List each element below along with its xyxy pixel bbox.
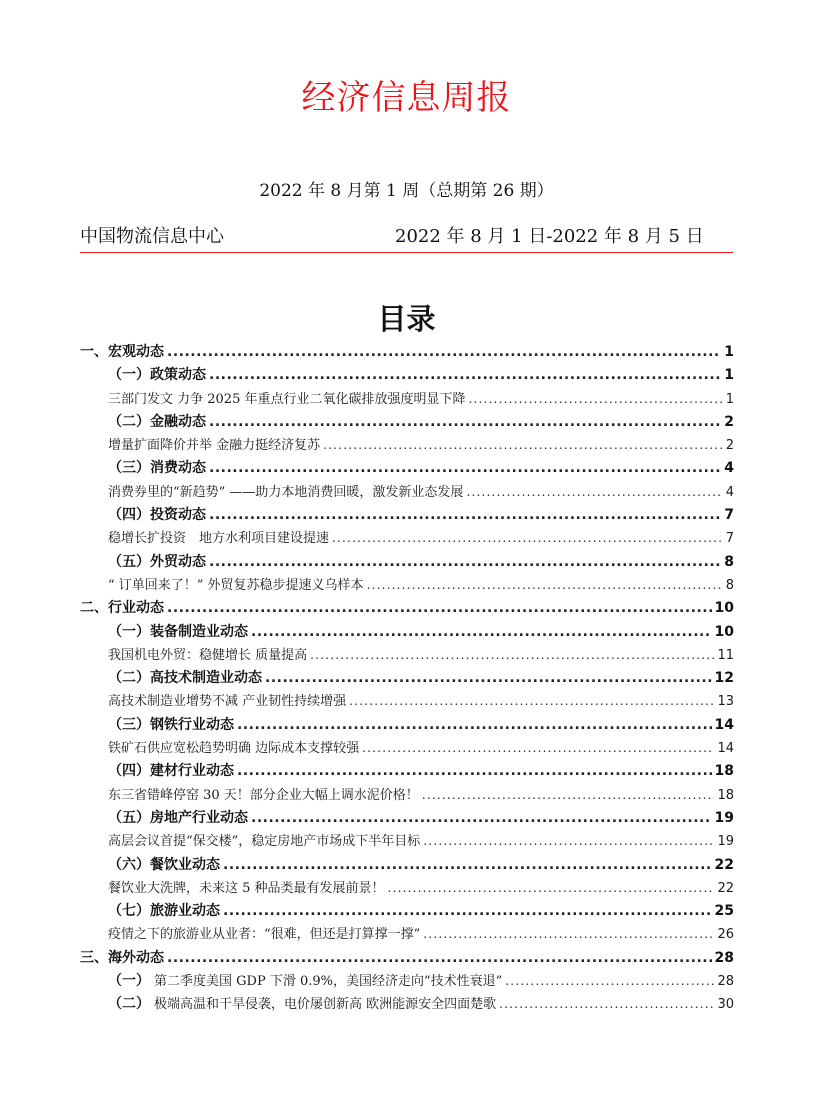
toc-page-number: 14	[717, 741, 734, 757]
toc-entry-title: （三）钢铁行业动态	[108, 716, 234, 733]
toc-entry-title: （五）外贸动态	[108, 553, 206, 570]
toc-leader-dots	[367, 574, 723, 597]
toc-subsection[interactable]	[80, 504, 734, 527]
toc-page-number: 18	[717, 787, 734, 803]
toc-page-number: 10	[714, 600, 734, 617]
toc-leader-dots	[167, 341, 721, 364]
toc-entry-title: 餐饮业大洗牌，未来这 5 种品类最有发展前景！	[108, 880, 385, 896]
toc-entry-title: “ 订单回来了！” 外贸复苏稳步提速义乌样本	[108, 577, 364, 593]
publisher-name: 中国物流信息中心	[80, 226, 224, 247]
toc-article[interactable]	[80, 527, 734, 550]
toc-article[interactable]	[80, 993, 734, 1016]
toc-entry-title: （三）消费动态	[108, 460, 206, 477]
toc-page-number: 7	[724, 507, 734, 524]
toc-leader-dots	[167, 597, 712, 620]
toc-entry-title: 高技术制造业增势不减 产业韧性持续增强	[108, 694, 347, 710]
toc-entry-number: （一）	[108, 973, 150, 990]
toc-page-number: 7	[725, 531, 734, 547]
toc-leader-dots	[362, 737, 714, 760]
toc-page-number: 13	[717, 694, 734, 710]
toc-subsection[interactable]	[80, 457, 734, 480]
header-divider	[80, 252, 733, 253]
toc-page-number: 22	[717, 880, 734, 896]
toc-leader-dots	[209, 457, 721, 480]
toc-leader-dots	[251, 621, 712, 644]
toc-leader-dots	[223, 900, 712, 923]
toc-entry-title: （四）建材行业动态	[108, 763, 234, 780]
toc-entry-title: （七）旅游业动态	[108, 903, 220, 920]
toc-page-number: 1	[725, 391, 734, 407]
toc-entry-title: 东三省错峰停窑 30 天！部分企业大幅上调水泥价格！	[108, 787, 419, 803]
toc-page-number: 4	[724, 460, 734, 477]
toc-leader-dots	[422, 784, 715, 807]
toc-entry-number: （二）	[108, 996, 150, 1013]
toc-article[interactable]	[80, 923, 734, 946]
toc-leader-dots	[265, 667, 712, 690]
toc-page-number: 1	[724, 344, 734, 360]
toc-leader-dots	[505, 970, 714, 993]
toc-page-number: 4	[725, 484, 734, 500]
toc-page-number: 30	[717, 997, 734, 1013]
toc-entry-title: （一）装备制造业动态	[108, 623, 248, 640]
table-of-contents	[80, 341, 734, 1017]
toc-subsection[interactable]	[80, 411, 734, 434]
toc-entry-title: 三、海外动态	[80, 949, 164, 966]
toc-page-number: 8	[725, 577, 734, 593]
toc-article[interactable]	[80, 877, 734, 900]
toc-article[interactable]	[80, 481, 734, 504]
toc-entry-title: 增量扩面降价并举 金融力挺经济复苏	[108, 438, 321, 454]
toc-leader-dots	[251, 807, 712, 830]
toc-page-number: 18	[714, 763, 734, 780]
toc-article[interactable]	[80, 574, 734, 597]
toc-entry-title: 我国机电外贸：稳健增长 质量提高	[108, 647, 308, 663]
toc-page-number: 10	[714, 623, 734, 640]
toc-entry-title: 极端高温和干旱侵袭，电价屡创新高 欧洲能源安全四面楚歌	[154, 997, 497, 1013]
toc-section[interactable]	[80, 947, 734, 970]
toc-subsection[interactable]	[80, 364, 734, 387]
toc-page-number: 1	[724, 367, 734, 384]
toc-entry-title: （六）餐饮业动态	[108, 856, 220, 873]
toc-page-number: 2	[725, 438, 734, 454]
toc-leader-dots	[310, 644, 714, 667]
toc-entry-title: （一）政策动态	[108, 367, 206, 384]
toc-entry-title: （四）投资动态	[108, 507, 206, 524]
toc-leader-dots	[466, 481, 722, 504]
toc-leader-dots	[209, 411, 721, 434]
toc-entry-title: 铁矿石供应宽松趋势明确 边际成本支撑较强	[108, 741, 360, 757]
toc-article[interactable]	[80, 388, 734, 411]
toc-entry-title: 稳增长扩投资 地方水利项目建设提速	[108, 531, 330, 547]
toc-leader-dots	[237, 760, 712, 783]
toc-page-number: 11	[717, 647, 734, 663]
toc-page-number: 25	[714, 903, 734, 920]
toc-leader-dots	[167, 947, 712, 970]
toc-subsection[interactable]	[80, 714, 734, 737]
toc-leader-dots	[349, 690, 714, 713]
toc-subsection[interactable]	[80, 900, 734, 923]
toc-leader-dots	[237, 714, 712, 737]
toc-leader-dots	[468, 388, 722, 411]
toc-page-number: 2	[724, 413, 734, 430]
toc-entry-title: 第二季度美国 GDP 下滑 0.9%，美国经济走向“技术性衰退”	[154, 974, 503, 990]
toc-page-number: 19	[714, 809, 734, 826]
toc-leader-dots	[423, 923, 714, 946]
toc-subsection[interactable]	[80, 667, 734, 690]
toc-leader-dots	[223, 854, 712, 877]
toc-leader-dots	[388, 877, 715, 900]
toc-entry-title: （二）金融动态	[108, 413, 206, 430]
date-range: 2022 年 8 月 1 日-2022 年 8 月 5 日	[395, 226, 704, 247]
toc-article[interactable]	[80, 737, 734, 760]
toc-article[interactable]	[80, 644, 734, 667]
toc-entry-title: 一、宏观动态	[80, 344, 164, 360]
toc-subsection[interactable]	[80, 551, 734, 574]
toc-page-number: 19	[717, 834, 734, 850]
toc-entry-title: 高层会议首提“保交楼”，稳定房地产市场成下半年目标	[108, 834, 421, 850]
toc-entry-title: （五）房地产行业动态	[108, 809, 248, 826]
toc-page-number: 28	[717, 974, 734, 990]
toc-leader-dots	[499, 993, 714, 1016]
toc-article[interactable]	[80, 970, 734, 993]
issue-line: 2022 年 8 月第 1 周（总期第 26 期）	[259, 181, 554, 201]
toc-section[interactable]	[80, 341, 734, 364]
toc-article[interactable]	[80, 690, 734, 713]
toc-leader-dots	[332, 527, 723, 550]
toc-entry-title: 三部门发文 力争 2025 年重点行业二氧化碳排放强度明显下降	[108, 391, 466, 407]
toc-leader-dots	[423, 830, 714, 853]
toc-entry-title: 疫情之下的旅游业从业者：“很难，但还是打算撑一撑”	[108, 927, 421, 943]
toc-leader-dots	[323, 434, 723, 457]
toc-leader-dots	[209, 364, 721, 387]
toc-subsection[interactable]	[80, 760, 734, 783]
toc-subsection[interactable]	[80, 854, 734, 877]
toc-leader-dots	[209, 504, 721, 527]
toc-subsection[interactable]	[80, 621, 734, 644]
toc-article[interactable]	[80, 434, 734, 457]
toc-subsection[interactable]	[80, 807, 734, 830]
toc-entry-title: 二、行业动态	[80, 600, 164, 617]
toc-page-number: 22	[714, 856, 734, 873]
toc-heading: 目录	[377, 302, 436, 336]
toc-page-number: 14	[714, 716, 734, 733]
document-title: 经济信息周报	[301, 78, 512, 118]
toc-leader-dots	[209, 551, 721, 574]
toc-page-number: 26	[717, 927, 734, 943]
toc-page-number: 12	[714, 670, 734, 687]
toc-entry-title: 消费券里的“新趋势” ——助力本地消费回暖，激发新业态发展	[108, 484, 464, 500]
toc-page-number: 8	[724, 553, 734, 570]
toc-article[interactable]	[80, 784, 734, 807]
toc-article[interactable]	[80, 830, 734, 853]
toc-section[interactable]	[80, 597, 734, 620]
toc-entry-title: （二）高技术制造业动态	[108, 670, 262, 687]
toc-page-number: 28	[714, 949, 734, 966]
